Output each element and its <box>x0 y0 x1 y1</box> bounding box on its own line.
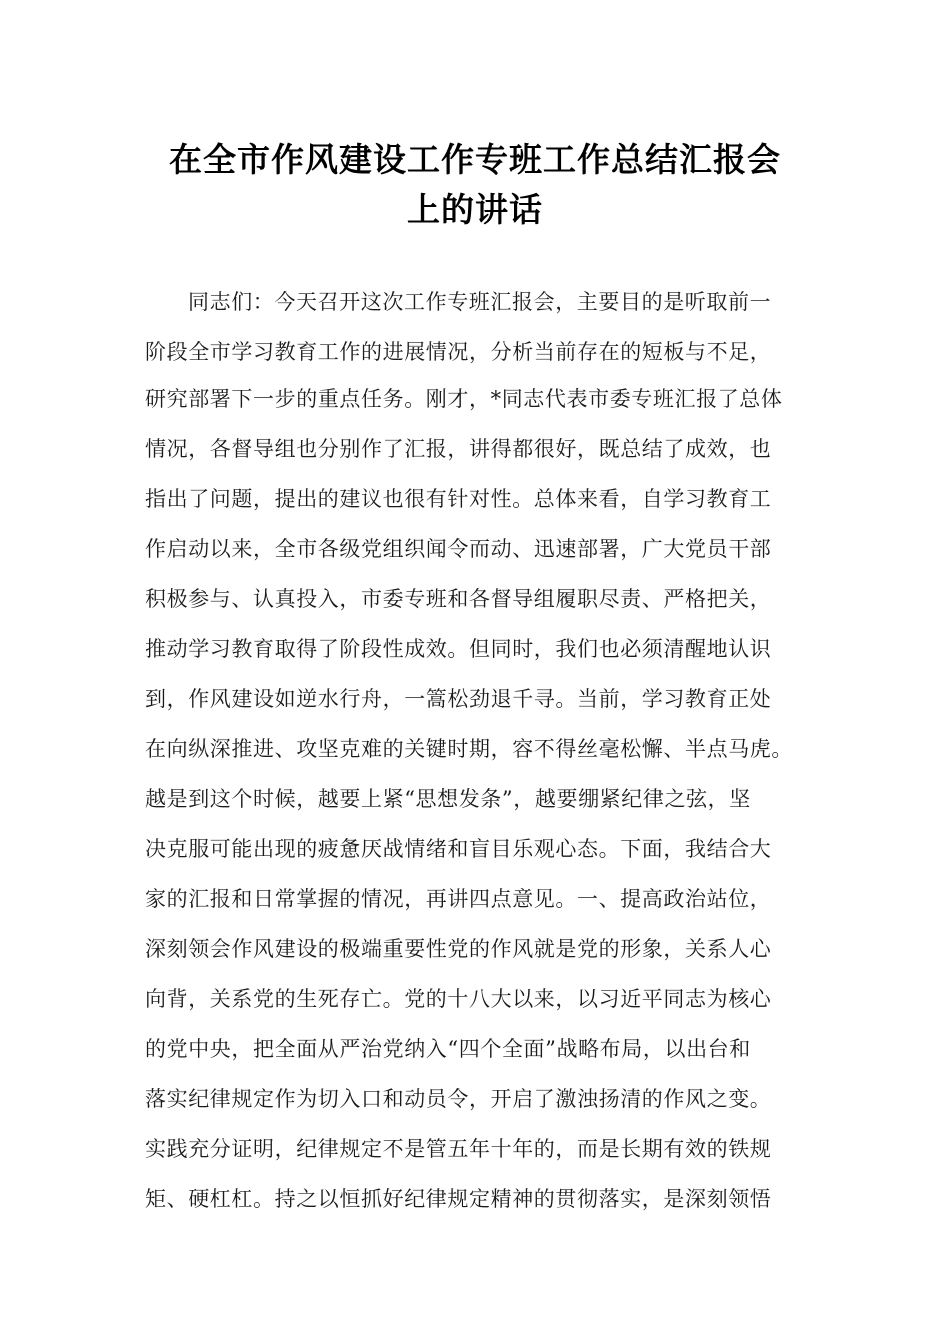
body-line: 深刻领会作风建设的极端重要性党的作风就是党的形象，关系人心 <box>145 937 772 961</box>
body-line: 越是到这个时候，越要上紧“思想发条”，越要绷紧纪律之弦，坚 <box>145 787 751 811</box>
body-line: 积极参与、认真投入，市委专班和各督导组履职尽责、严格把关， <box>145 587 772 611</box>
body-line: 到，作风建设如逆水行舟，一篙松劲退千寻。当前，学习教育正处 <box>145 687 772 711</box>
body-line: 阶段全市学习教育工作的进展情况，分析当前存在的短板与不足， <box>145 340 772 364</box>
body-line: 作启动以来，全市各级党组织闻令而动、迅速部署，广大党员干部 <box>145 537 772 561</box>
body-line: 推动学习教育取得了阶段性成效。但同时，我们也必须清醒地认识 <box>145 637 772 661</box>
body-line: 矩、硬杠杠。持之以恒抓好纪律规定精神的贯彻落实，是深刻领悟 <box>145 1187 772 1211</box>
body-line: 实践充分证明，纪律规定不是管五年十年的，而是长期有效的铁规 <box>145 1137 772 1161</box>
body-line: 同志们：今天召开这次工作专班汇报会，主要目的是听取前一 <box>188 290 772 314</box>
body-line: 情况，各督导组也分别作了汇报，讲得都很好，既总结了成效，也 <box>145 437 772 461</box>
body-line: 家的汇报和日常掌握的情况，再讲四点意见。一、提高政治站位， <box>145 887 772 911</box>
document-title-line-2: 上的讲话 <box>407 190 543 229</box>
document-title-line-1: 在全市作风建设工作专班工作总结汇报会 <box>169 140 781 179</box>
body-line: 的党中央，把全面从严治党纳入“四个全面”战略布局，以出台和 <box>145 1037 751 1061</box>
body-line: 决克服可能出现的疲惫厌战情绪和盲目乐观心态。下面，我结合大 <box>145 837 772 861</box>
body-line: 在向纵深推进、攻坚克难的关键时期，容不得丝毫松懈、半点马虎。 <box>145 737 793 761</box>
body-line: 落实纪律规定作为切入口和动员令，开启了激浊扬清的作风之变。 <box>145 1087 772 1111</box>
body-line: 研究部署下一步的重点任务。刚才，*同志代表市委专班汇报了总体 <box>145 387 783 411</box>
body-line: 指出了问题，提出的建议也很有针对性。总体来看，自学习教育工 <box>145 487 772 511</box>
body-line: 向背，关系党的生死存亡。党的十八大以来，以习近平同志为核心 <box>145 987 772 1011</box>
